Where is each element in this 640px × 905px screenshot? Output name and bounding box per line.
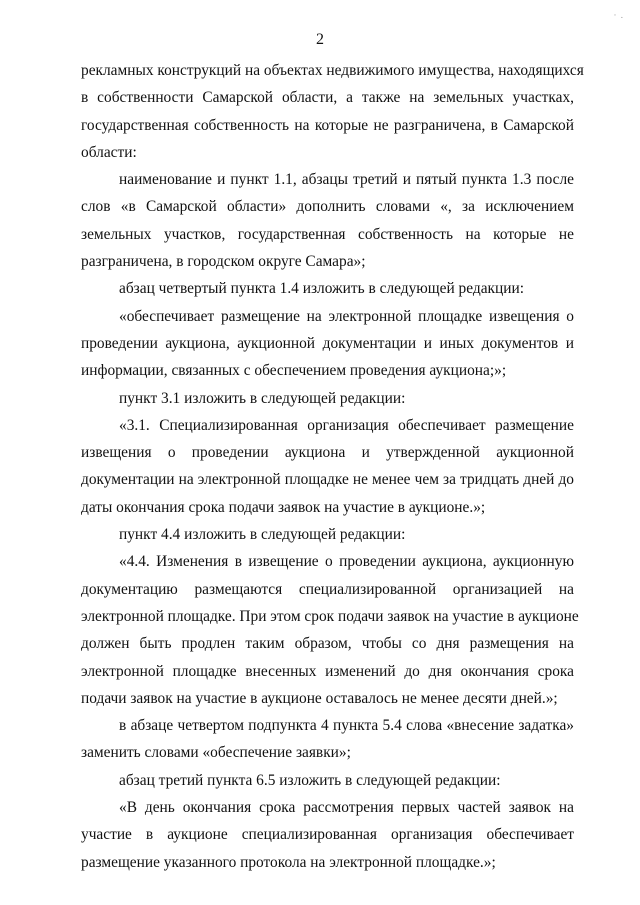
text-line: заменить словами «обеспечение заявки»; <box>81 744 351 762</box>
text-line: слов «в Самарской области» дополнить словами «, за исключением <box>81 198 574 216</box>
text-line: «обеспечивает размещение на электронной площадке извещения о <box>119 307 574 325</box>
text-line: участие в аукционе специализированная организация обеспечивает <box>81 826 574 844</box>
text-line: документацию размещаются специализированной организацией на <box>81 580 574 598</box>
text-line: пункт 3.1 изложить в следующей редакции: <box>119 389 406 407</box>
text-line: пункт 4.4 изложить в следующей редакции: <box>119 526 406 544</box>
text-line: абзац четвертый пункта 1.4 изложить в следующей редакции: <box>119 280 524 298</box>
text-line: в абзаце четвертом подпункта 4 пункта 5.4 слова «внесение задатка» <box>119 717 574 735</box>
text-line: подачи заявок на участие в аукционе оставалось не менее десяти дней.»; <box>81 689 558 707</box>
document-body <box>81 57 584 876</box>
text-line: проведении аукциона, аукционной документации и иных документов и <box>81 334 574 352</box>
text-line: области: <box>81 143 137 161</box>
text-line: извещения о проведении аукциона и утвержденной аукционной <box>81 444 574 462</box>
text-line: земельных участков, государственная собственность на которые не <box>81 225 574 243</box>
text-line: размещение указанного протокола на электронной площадке.»; <box>81 853 496 871</box>
text-line: государственная собственность на которые не разграничена, в Самарской <box>81 116 574 134</box>
text-line: абзац третий пункта 6.5 изложить в следующей редакции: <box>119 771 501 789</box>
text-line: информации, связанных с обеспечением проведения аукциона;»; <box>81 362 507 380</box>
text-line: документации на электронной площадке не менее чем за тридцать дней до <box>81 471 574 489</box>
text-line: «4.4. Изменения в извещение о проведении аукциона, аукционную <box>119 553 574 571</box>
text-line: наименование и пункт 1.1, абзацы третий и пятый пункта 1.3 после <box>119 171 574 189</box>
text-line: электронной площадке внесенных изменений до дня окончания срока <box>81 662 574 680</box>
text-line: «3.1. Специализированная организация обеспечивает размещение <box>119 416 574 434</box>
text-line: «В день окончания срока рассмотрения первых частей заявок на <box>119 799 574 817</box>
page-number: 2 <box>316 31 324 48</box>
text-line: должен быть продлен таким образом, чтобы со дня размещения на <box>81 635 574 653</box>
scan-corner-mark: · . <box>613 10 624 20</box>
text-line: рекламных конструкций на объектах недвижимого имущества, находящихся <box>81 62 584 79</box>
text-line: электронной площадке. При этом срок подачи заявок на участие в аукционе <box>81 607 579 625</box>
text-line: в собственности Самарской области, а также на земельных участках, <box>81 89 574 107</box>
text-line: даты окончания срока подачи заявок на участие в аукционе.»; <box>81 498 486 516</box>
text-line: разграничена, в городском округе Самара»; <box>81 253 366 271</box>
